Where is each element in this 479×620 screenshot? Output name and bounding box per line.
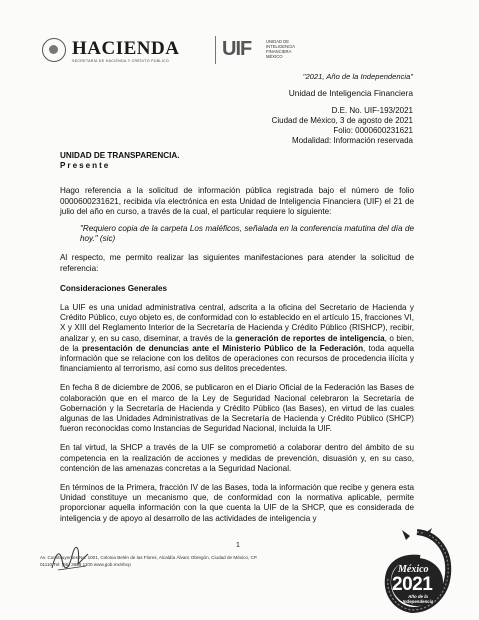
footer-address <box>40 555 258 568</box>
mexico-2021-badge <box>380 528 454 614</box>
uif-line: MÉXICO <box>266 54 283 59</box>
badge-name: México <box>398 564 429 575</box>
reference-number: D.E. No. UIF-193/2021 <box>331 106 413 115</box>
hacienda-emblem-icon <box>42 38 66 62</box>
badge-caption: Año de la Independencia <box>402 594 434 604</box>
page-number: 1 <box>236 542 240 549</box>
modality: Modalidad: Información reservada <box>292 136 413 145</box>
paragraph-bases: En fecha 8 de diciembre de 2006, se publicaron en el Diario Oficial de la Federación las Bases de colaboración que en el marco de la Ley de Seguridad Nacional celebraron la Secretaría de Gobernación y la Secretaría de Hacienda y Crédito Público (las Bases), en virtud de las cuales algunas de las Unidades Administrativas de la Secretaría de Hacienda y Crédito Público (SHCP) fueron reconocidas como Instancias de Seguridad Nacional, incluida la UIF. <box>60 383 414 434</box>
request-quote: "Requiero copia de la carpeta Los maléficos, señalada en la conferencia matutina del día de hoy." (sic) <box>80 224 414 244</box>
agency-subtitle: SECRETARÍA DE HACIENDA Y CRÉDITO PÚBLICO <box>72 59 170 63</box>
uif-logo: UIF <box>222 38 252 60</box>
uif-line: UNIDAD DE <box>266 39 290 44</box>
uif-name <box>266 39 326 59</box>
document-metadata <box>272 106 413 146</box>
year-motto: "2021, Año de la Independencia" <box>302 72 413 81</box>
paragraph-commitment: En tal virtud, la SHCP a través de la UIF se comprometió a colaborar dentro del ámbito de su competencia en la realización de acciones y medidas de prevención, disuasión y, en su caso, contención de las amenazas concretas a la Seguridad Nacional. <box>60 443 414 473</box>
badge-year: 2021 <box>392 574 433 595</box>
uif-line: INTELIGENCIA <box>266 44 296 49</box>
bold-run: generación de reportes de inteligencia <box>235 333 385 343</box>
text-run: , toda aquella información que se relacione con los delitos de operaciones con recursos de procedencia ilícita y financiamiento al terrorismo, así como sus delitos precedentes. <box>60 343 414 374</box>
bold-run: presentación de denuncias ante el Ministerio Público de la Federación <box>82 343 364 353</box>
logo-divider <box>215 36 216 64</box>
intro-paragraph: Hago referencia a la solicitud de información pública registrada bajo el número de folio 0000600231621, recibida vía electrónica en esta Unidad de Inteligencia Financiera (UIF) el 21 de julio del año en curso, a través de la cual, el particular requiere lo siguiente: <box>60 186 414 216</box>
place-date: Ciudad de México, 3 de agosto de 2021 <box>271 116 413 125</box>
addressee-subtitle: Presente <box>60 161 111 171</box>
addressee-title: UNIDAD DE TRANSPARENCIA. <box>60 151 180 160</box>
text-run: La UIF es una unidad administrativa central, adscrita a la oficina del Secretario de Hacienda y Crédito Público, cuyo objeto es, de conformidad con lo establecido en el artículo 15, fracciones VI, X y XIII del Reglamento Interior de la Secretaría de Hacienda y Crédito Público (RISHCP), recibir, analizar y, en su caso, diseminar, a través de la <box>60 303 414 343</box>
paragraph-uif-objective <box>60 303 414 374</box>
folio: Folio: 0000600231621 <box>333 126 413 135</box>
agency-name: HACIENDA <box>72 38 180 59</box>
issuing-unit: Unidad de Inteligencia Financiera <box>288 88 413 98</box>
letter-body <box>60 151 414 524</box>
address-line: Av. Constituyentes No. 1001, Colonia Belén de las Flores, Alcaldía Álvaro Obregón, Ciudad de México, CP. <box>40 555 258 560</box>
respect-paragraph: Al respecto, me permito realizar las siguientes manifestaciones para atender la solicitud de referencia: <box>60 253 414 273</box>
contact-line: 01110 Tel: (55) 3688 1100 www.gob.mx/shcp <box>40 561 131 567</box>
paragraph-terms: En términos de la Primera, fracción IV de las Bases, toda la información que recibe y genera esta Unidad constituye un mecanismo que, de conformidad con la normativa aplicable, permite proporcionar aquella información con la que cuenta la UIF de la SHCP, que es considerada de inteligencia y de apoyo al desarrollo de las actividades de inteligencia y <box>60 483 414 523</box>
section-title: Consideraciones Generales <box>60 283 168 293</box>
text-run: , o bien, de la <box>60 333 414 353</box>
uif-line: FINANCIERA <box>266 49 292 54</box>
